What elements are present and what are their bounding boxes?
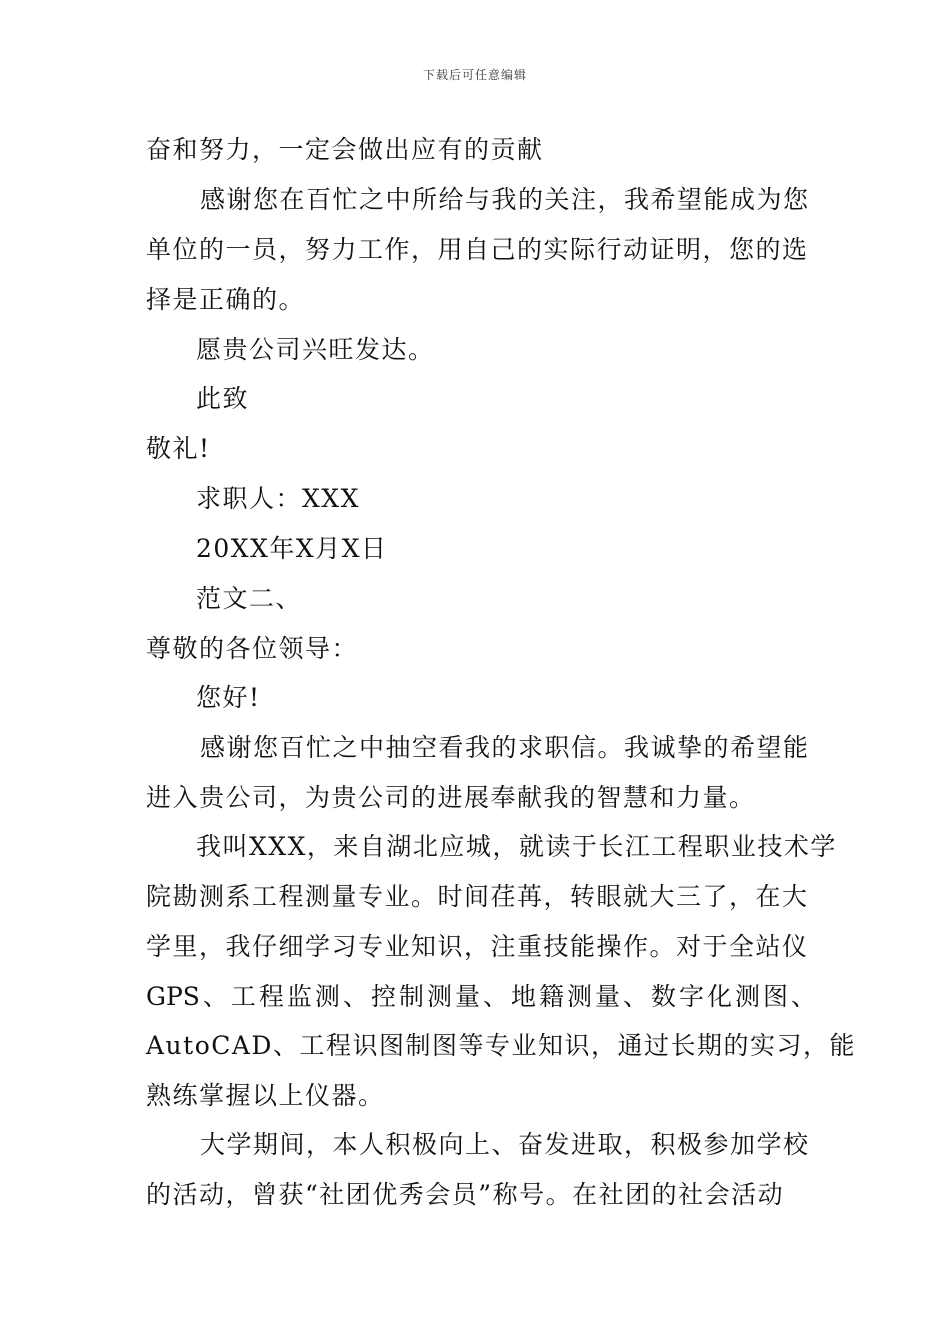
text-line: GPS、工程监测、控制测量、地籍测量、数字化测图、 [146,982,816,1011]
text-line: 的活动，曾获“社团优秀会员”称号。在社团的社会活动 [146,1180,785,1209]
text-line: 奋和努力，一定会做出应有的贡献 [146,135,544,164]
text-line: 大学期间，本人积极向上、奋发进取，积极参加学校 [200,1130,810,1159]
text-line: 此致 [196,384,250,413]
text-line: 感谢您在百忙之中所给与我的关注，我希望能成为您 [200,185,810,214]
text-line: 择是正确的。 [146,285,306,314]
text-line: 敬礼! [146,434,211,463]
text-line: 您好! [196,683,261,712]
text-line: AutoCAD、工程识图制图等专业知识，通过长期的实习，能 [146,1031,856,1060]
text-line: 单位的一员，努力工作，用自己的实际行动证明，您的选 [146,235,809,264]
text-line: 求职人：XXX [196,484,360,513]
text-line: 熟练掌握以上仪器。 [146,1081,385,1110]
text-line: 愿贵公司兴旺发达。 [196,335,435,364]
text-line: 我叫XXX，来自湖北应城，就读于长江工程职业技术学 [196,832,837,861]
text-line: 范文二、 [196,584,303,613]
text-line: 尊敬的各位领导： [146,634,359,663]
text-line: 院勘测系工程测量专业。时间荏苒，转眼就大三了，在大 [146,882,809,911]
text-line: 学里，我仔细学习专业知识，注重技能操作。对于全站仪 [146,932,809,961]
text-line: 20XX年X月X日 [196,534,388,563]
text-line: 进入贵公司，为贵公司的进展奉献我的智慧和力量。 [146,783,756,812]
page-header: 下载后可任意编辑 [422,68,527,82]
text-line: 感谢您百忙之中抽空看我的求职信。我诚挚的希望能 [200,733,810,762]
